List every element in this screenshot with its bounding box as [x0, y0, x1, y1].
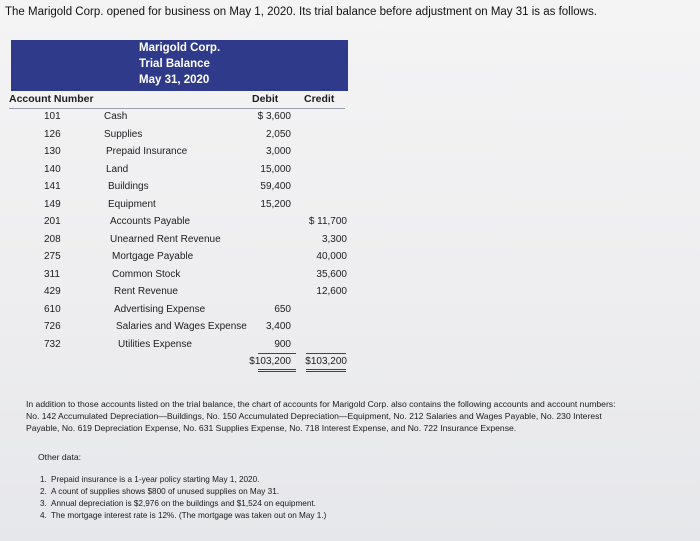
account-number: 275: [44, 251, 61, 262]
account-name: Accounts Payable: [110, 216, 191, 227]
table-row: [0, 269, 700, 286]
account-number: 130: [44, 146, 61, 157]
credit-amount: 3,300: [321, 233, 347, 245]
credit-amount: 35,600: [316, 268, 347, 280]
account-number: 208: [44, 233, 61, 245]
debit-amount: 15,200: [260, 198, 291, 210]
account-number: 201: [44, 216, 61, 227]
table-row: [0, 111, 700, 128]
table-row: [0, 216, 700, 233]
credit-amount: 40,000: [316, 251, 347, 262]
intro-text: The Marigold Corp. opened for business on May 1, 2020. Its trial balance before adjustment on May 31 is as follows.: [5, 6, 597, 18]
account-name: Buildings: [108, 181, 149, 192]
account-name: Equipment: [108, 198, 156, 210]
debit-amount: 15,000: [260, 163, 291, 175]
list-text: Prepaid insurance is a 1-year policy starting May 1, 2020.: [51, 475, 260, 484]
debit-double-rule-1: [258, 369, 296, 370]
account-name: Salaries and Wages Expense: [116, 321, 247, 332]
list-number: 2.: [40, 487, 47, 496]
account-name: Utilities Expense: [118, 338, 192, 350]
paragraph-line: In addition to those accounts listed on the trial balance, the chart of accounts for Marigold Corp. also contains the following accounts and account numbers:: [26, 399, 616, 409]
table-row: [0, 286, 700, 303]
account-name: Advertising Expense: [114, 303, 206, 315]
account-number: 610: [44, 303, 61, 315]
header-divider: [9, 108, 345, 109]
account-number: 140: [44, 163, 61, 175]
company-name: Marigold Corp.: [139, 42, 221, 54]
list-number: 1.: [40, 475, 47, 484]
debit-double-rule-2: [258, 371, 296, 372]
paragraph-line: Payable, No. 619 Depreciation Expense, No. 631 Supplies Expense, No. 718 Interest Expense, and No. 722 Insurance Expense.: [26, 423, 517, 433]
account-number: 429: [44, 286, 61, 297]
debit-amount: 3,000: [265, 146, 291, 157]
table-row: [0, 321, 700, 338]
account-name: Unearned Rent Revenue: [110, 233, 221, 245]
credit-double-rule-2: [306, 371, 346, 372]
debit-amount: 2,050: [265, 128, 291, 140]
list-text: A count of supplies shows $800 of unused supplies on May 31.: [51, 487, 280, 496]
debit-total-rule: [258, 353, 296, 354]
account-name: Prepaid Insurance: [106, 146, 188, 157]
credit-total-rule: [306, 353, 346, 354]
list-item: [40, 511, 326, 523]
credit-total: $103,200: [305, 356, 347, 367]
account-name: Mortgage Payable: [112, 251, 194, 262]
list-text: The mortgage interest rate is 12%. (The mortgage was taken out on May 1.): [51, 511, 327, 520]
debit-amount: 900: [274, 338, 291, 350]
credit-double-rule-1: [306, 369, 346, 370]
credit-amount: 12,600: [316, 286, 347, 297]
account-number: 126: [44, 128, 61, 140]
account-name: Common Stock: [112, 268, 181, 280]
column-header-row: [0, 93, 700, 109]
account-number: 101: [44, 111, 61, 122]
table-row: [0, 146, 700, 163]
list-number: 3.: [40, 499, 47, 508]
table-row: [0, 164, 700, 181]
debit-header: Debit: [252, 93, 279, 105]
other-data-label: Other data:: [38, 452, 81, 462]
table-row: [0, 339, 700, 356]
trial-balance-header: [11, 40, 348, 91]
credit-header: Credit: [304, 93, 335, 105]
list-item: [40, 487, 326, 499]
list-number: 4.: [40, 511, 47, 520]
table-row: [0, 304, 700, 321]
list-text: Annual depreciation is $2,976 on the buildings and $1,524 on equipment.: [51, 499, 316, 508]
table-row: [0, 181, 700, 198]
account-name: Rent Revenue: [114, 286, 178, 297]
table-row: [0, 251, 700, 268]
account-name: Cash: [104, 111, 128, 122]
table-row: [0, 199, 700, 216]
statement-date: May 31, 2020: [139, 74, 210, 86]
account-number: 726: [44, 321, 61, 332]
debit-amount: 650: [274, 303, 291, 315]
paragraph-line: No. 142 Accumulated Depreciation—Buildings, No. 150 Accumulated Depreciation—Equipment, No. 212 Salaries and Wages Payable, No. 230 Interest: [26, 411, 602, 421]
other-data-list: [40, 475, 326, 523]
table-row: [0, 234, 700, 251]
debit-amount: 59,400: [260, 181, 291, 192]
account-number: 149: [44, 198, 61, 210]
list-item: [40, 499, 326, 511]
chart-of-accounts-paragraph: [26, 398, 698, 434]
debit-amount: $ 3,600: [257, 111, 291, 122]
credit-amount: $ 11,700: [308, 216, 347, 227]
statement-title: Trial Balance: [139, 58, 210, 70]
account-number: 732: [44, 338, 61, 350]
table-row: [0, 129, 700, 146]
debit-amount: 3,400: [265, 321, 291, 332]
account-number-header: Account Number: [9, 93, 94, 105]
list-item: [40, 475, 326, 487]
account-number: 311: [44, 268, 60, 280]
account-number: 141: [44, 181, 61, 192]
account-name: Land: [106, 163, 129, 175]
account-name: Supplies: [104, 128, 143, 140]
debit-total: $103,200: [249, 356, 291, 367]
